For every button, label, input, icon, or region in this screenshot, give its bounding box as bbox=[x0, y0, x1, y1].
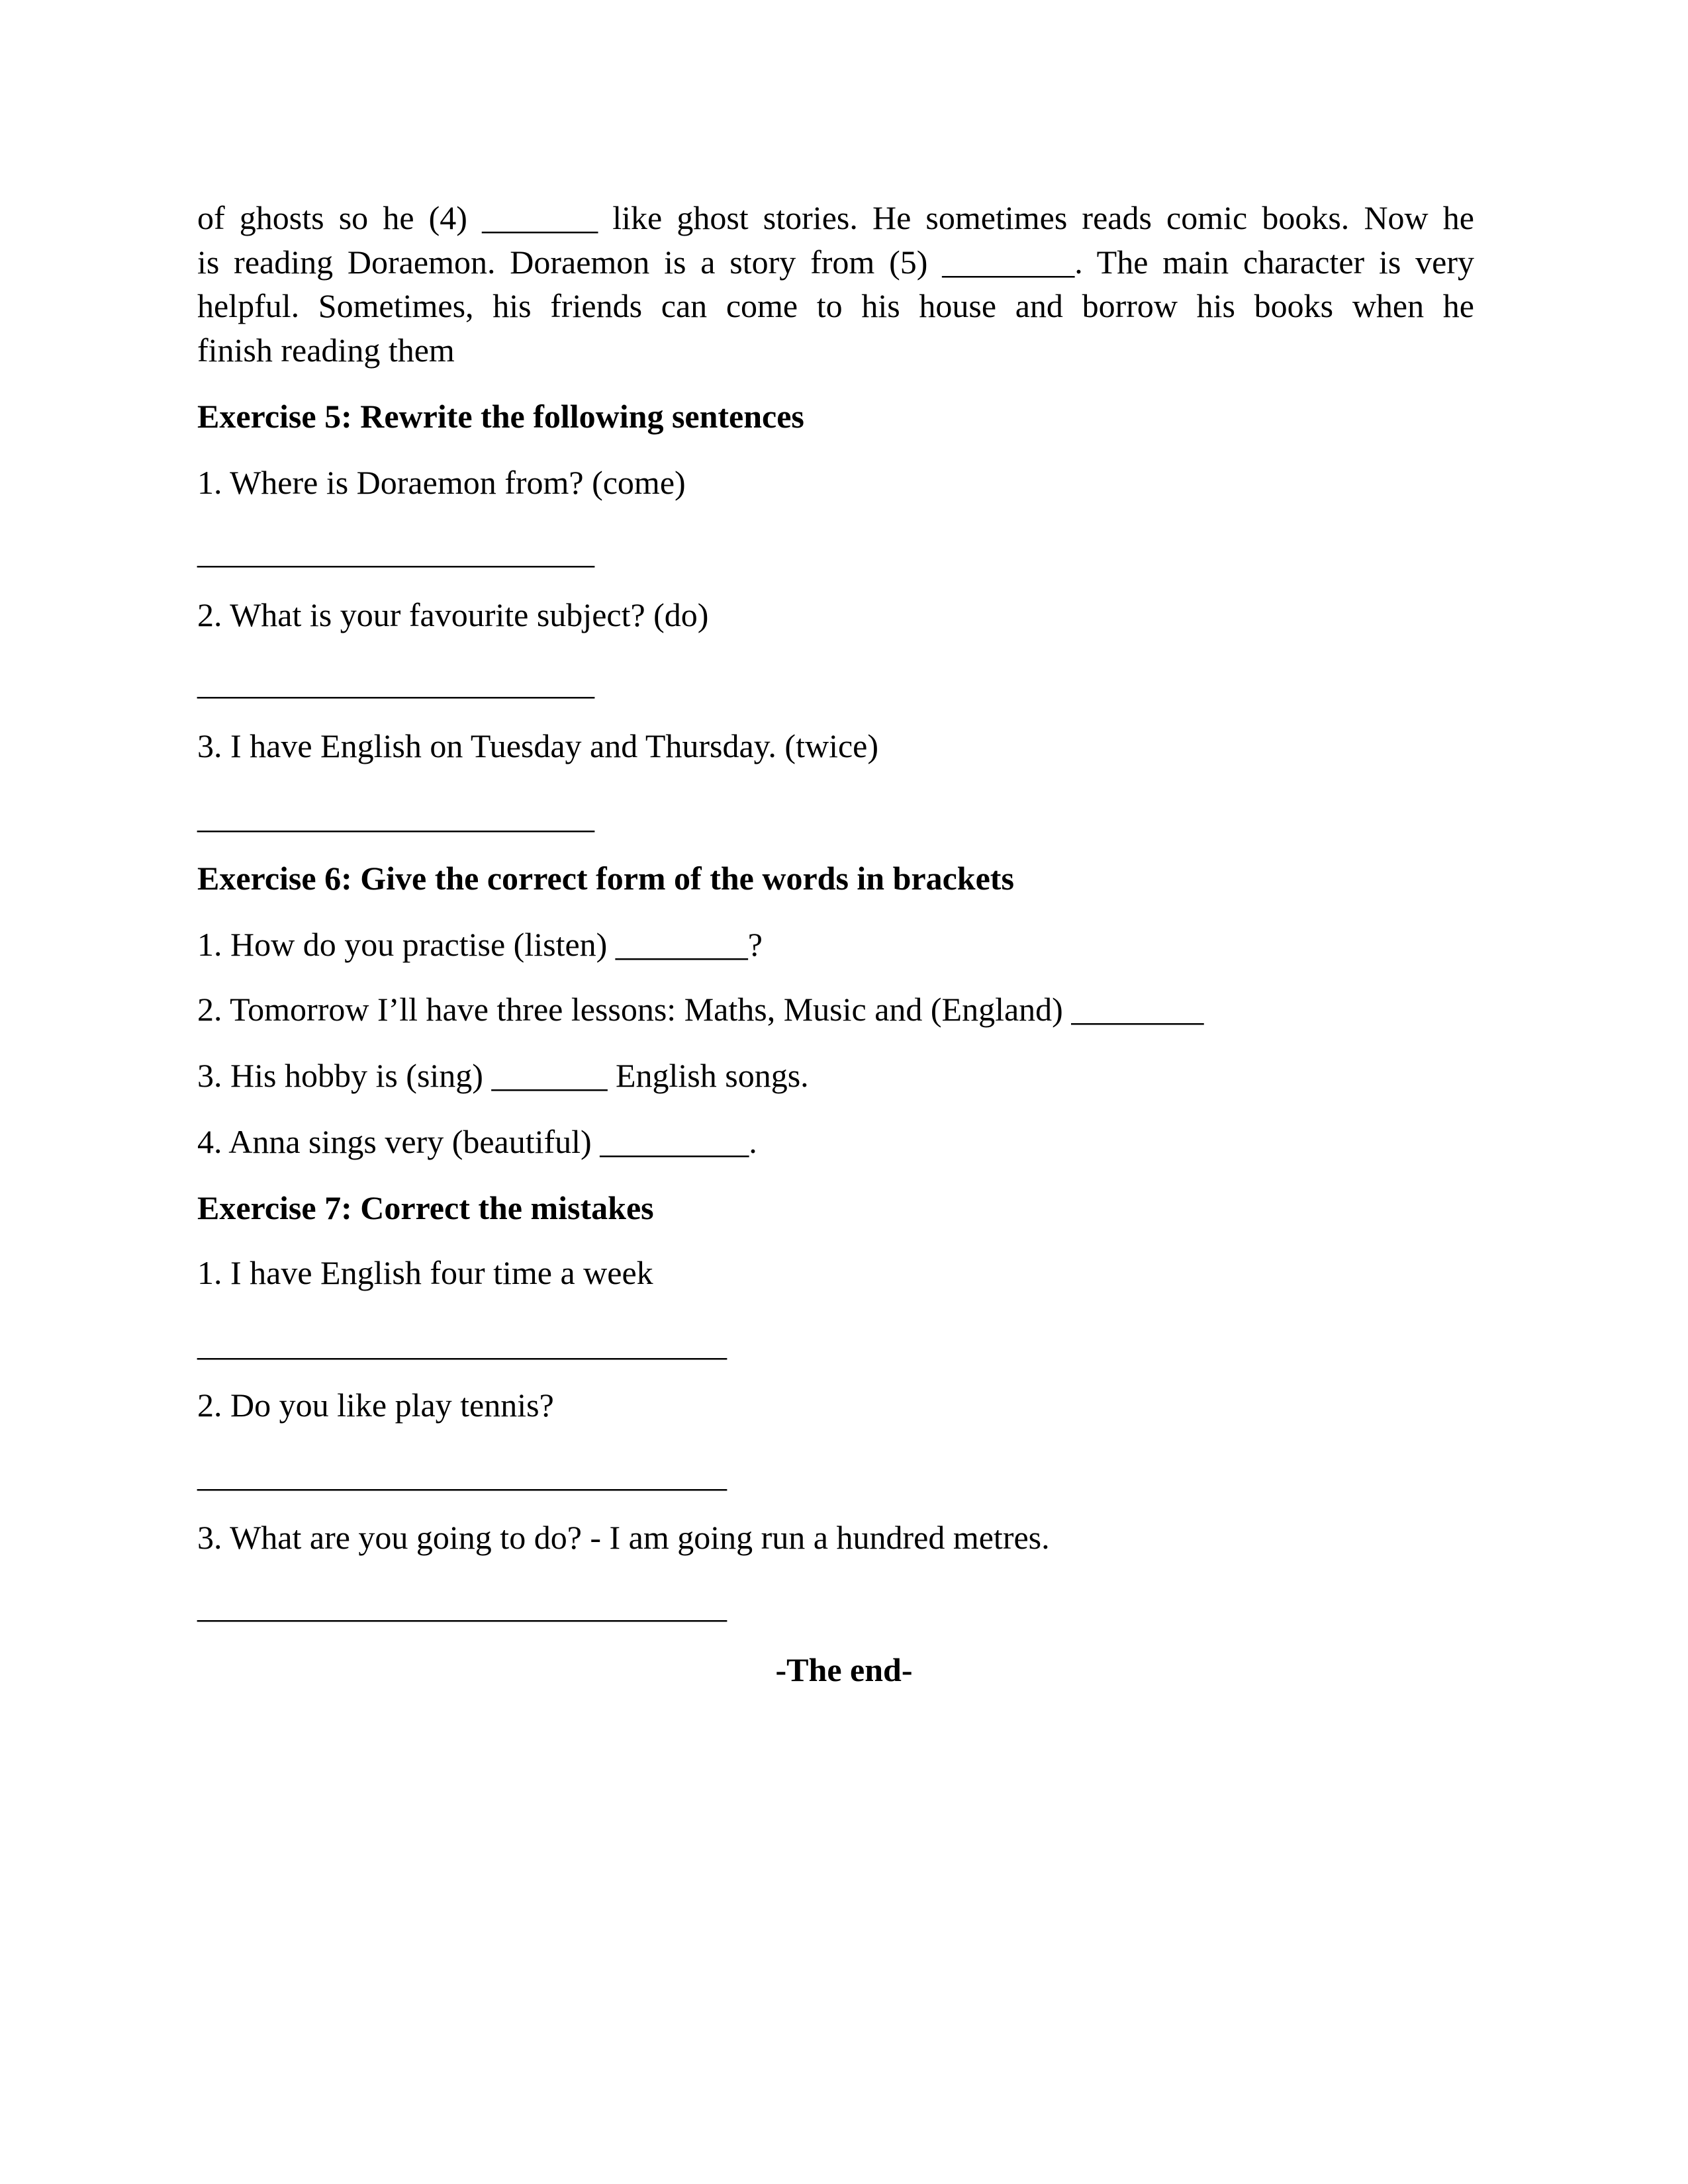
exercise-5-item: 1. Where is Doraemon from? (come) bbox=[197, 464, 686, 501]
answer-line: ________________________ bbox=[197, 798, 594, 835]
exercise-7-item: 1. I have English four time a week bbox=[197, 1254, 653, 1291]
the-end: -The end- bbox=[775, 1651, 913, 1688]
exercise-7-item: 3. What are you going to do? - I am going run a hundred metres. bbox=[197, 1519, 1050, 1556]
answer-line: ________________________ bbox=[197, 664, 594, 702]
exercise-6-item: 2. Tomorrow I’ll have three lessons: Maths, Music and (England) ________ bbox=[197, 991, 1204, 1028]
exercise-5-title: Exercise 5: Rewrite the following sentences bbox=[197, 398, 804, 435]
passage-line: helpful. Sometimes, his friends can come to his house and borrow his books when he bbox=[197, 287, 1474, 324]
passage-line: of ghosts so he (4) _______ like ghost stories. He sometimes reads comic books. Now he bbox=[197, 199, 1474, 236]
answer-line: ________________________ bbox=[197, 533, 594, 570]
exercise-7-title: Exercise 7: Correct the mistakes bbox=[197, 1189, 654, 1226]
answer-line: ________________________________ bbox=[197, 1326, 727, 1363]
exercise-5-item: 2. What is your favourite subject? (do) bbox=[197, 596, 709, 633]
exercise-7-item: 2. Do you like play tennis? bbox=[197, 1387, 554, 1424]
exercise-6-title: Exercise 6: Give the correct form of the words in brackets bbox=[197, 860, 1014, 897]
passage-line: is reading Doraemon. Doraemon is a story from (5) ________. The main character is very bbox=[197, 244, 1474, 281]
exercise-5-item: 3. I have English on Tuesday and Thursday. (twice) bbox=[197, 727, 879, 764]
exercise-6-item: 3. His hobby is (sing) _______ English songs. bbox=[197, 1057, 809, 1094]
exercise-6-item: 4. Anna sings very (beautiful) _________. bbox=[197, 1123, 757, 1160]
answer-line: ________________________________ bbox=[197, 1588, 727, 1625]
exercise-6-item: 1. How do you practise (listen) ________? bbox=[197, 926, 763, 963]
passage-line: finish reading them bbox=[197, 332, 455, 369]
answer-line: ________________________________ bbox=[197, 1457, 727, 1494]
